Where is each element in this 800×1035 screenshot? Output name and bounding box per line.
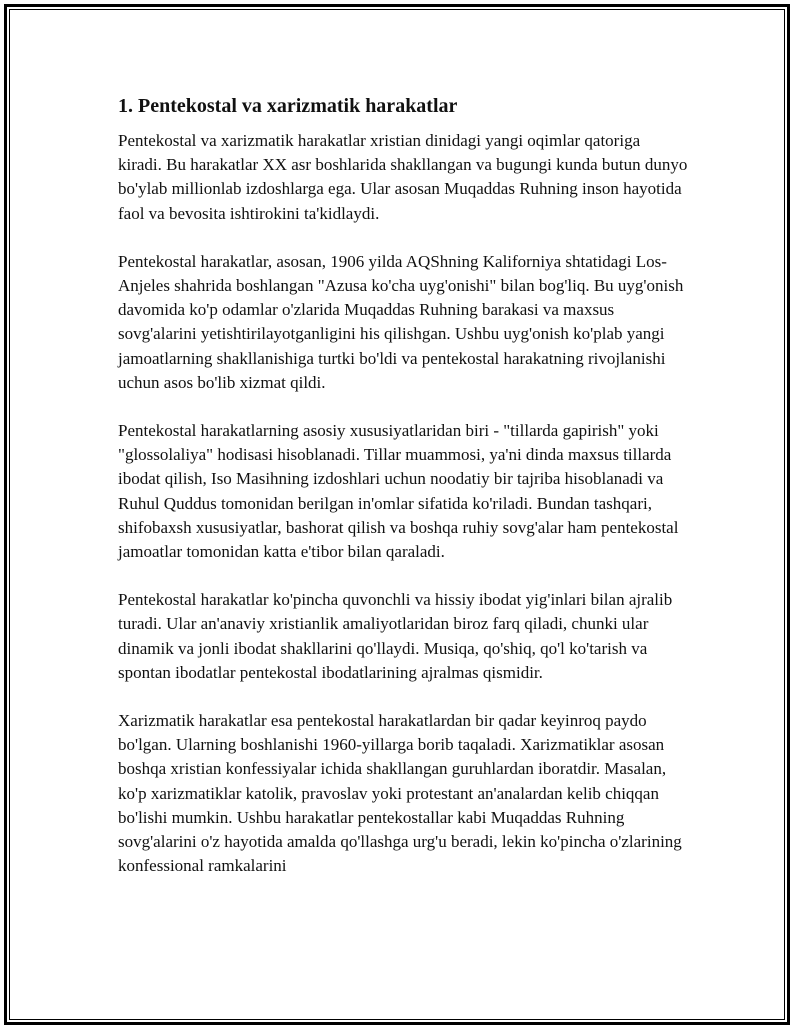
document-body (118, 92, 688, 902)
paragraph-5: Xarizmatik harakatlar esa pentekostal harakatlardan bir qadar keyinroq paydo bo'lgan. Ularning boshlanishi 1960-yillarga borib taqaladi. Xarizmatiklar asosan boshqa xristian konfessiyalar ichida shakllangan guruhlardan iboratdir. Masalan, ko'p xarizmatiklar katolik, pravoslav yoki protestant an'analardan kelib chiqqan bo'lishi mumkin. Ushbu harakatlar pentekostallar kabi Muqaddas Ruhning sovg'alarini o'z hayotida amalda qo'llashga urg'u beradi, lekin ko'pincha o'zlarining konfessional ramkalarini (118, 711, 682, 876)
paragraph-4: Pentekostal harakatlar ko'pincha quvonchli va hissiy ibodat yig'inlari bilan ajralib turadi. Ular an'anaviy xristianlik amaliyotlaridan biroz farq qiladi, chunki ular dinamik va jonli ibodat shakllarini qo'llaydi. Musiqa, qo'shiq, qo'l ko'tarish va spontan ibodatlar pentekostal ibodatlarining ajralmas qismidir. (118, 590, 673, 682)
paragraph-3: Pentekostal harakatlarning asosiy xususiyatlaridan biri - "tillarda gapirish" yoki "glossolaliya" hodisasi hisoblanadi. Tillar muammosi, ya'ni dinda maxsus tillarda ibodat qilish, Iso Masihning izdoshlari uchun noodatiy bir tajriba hisoblanadi va Ruhul Quddus tomonidan berilgan in'omlar sifatida ko'riladi. Bundan tashqari, shifobaxsh xususiyatlar, bashorat qilish va boshqa ruhiy sovg'alar ham pentekostal jamoatlar tomonidan katta e'tibor bilan qaraladi. (118, 421, 679, 562)
paragraph-1: Pentekostal va xarizmatik harakatlar xristian dinidagi yangi oqimlar qatoriga kiradi. Bu harakatlar XX asr boshlarida shakllangan va bugungi kunda butun dunyo bo'ylab millionlab izdoshlarga ega. Ular asosan Muqaddas Ruhning inson hayotida faol va bevosita ishtirokini ta'kidlaydi. (118, 131, 688, 223)
paragraph-2: Pentekostal harakatlar, asosan, 1906 yilda AQShning Kaliforniya shtatidagi Los-Anjeles shahrida boshlangan "Azusa ko'cha uyg'onishi" bilan bog'liq. Bu uyg'onish davomida ko'p odamlar o'zlarida Muqaddas Ruhning barakasi va maxsus sovg'alarini yetishtirilayotganligini his qilishgan. Ushbu uyg'onish ko'plab yangi jamoatlarning shakllanishiga turtki bo'ldi va pentekostal harakatning rivojlanishi uchun asos bo'lib xizmat qildi. (118, 251, 684, 392)
section-heading: 1. Pentekostal va xarizmatik harakatlar (118, 95, 458, 117)
